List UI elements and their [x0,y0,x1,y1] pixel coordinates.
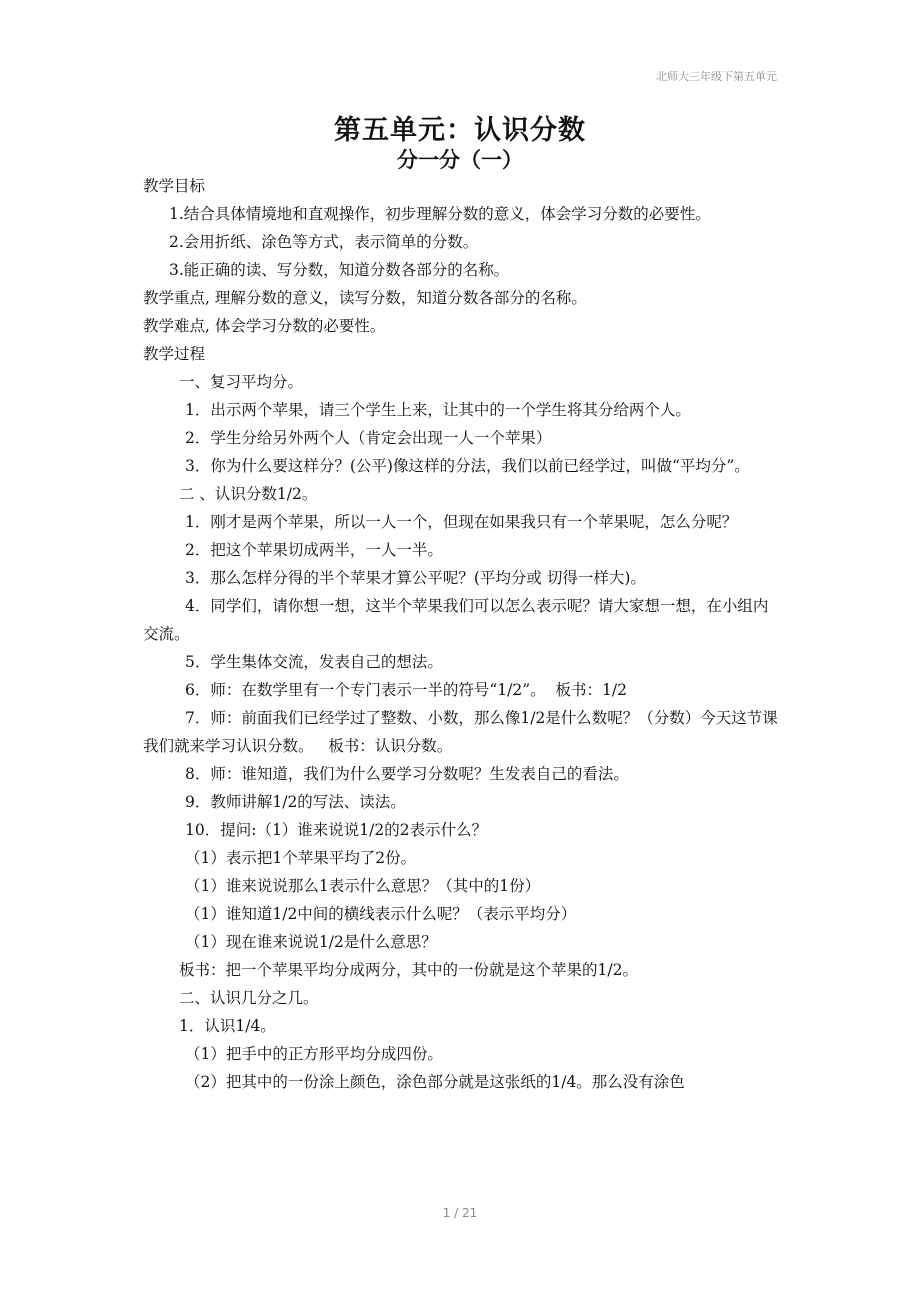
paragraph-line: 1．刚才是两个苹果，所以一人一个，但现在如果我只有一个苹果呢，怎么分呢？ [185,513,738,531]
paragraph-line: （1）谁知道1/2中间的横线表示什么呢？（表示平均分） [185,905,577,923]
paragraph-line: 2．学生分给另外两个人（肯定会出现一人一个苹果） [185,429,552,447]
paragraph-line: （1）谁来说说那么1表示什么意思？（其中的1份） [185,877,541,895]
page-title: 第五单元：认识分数 [334,115,586,146]
paragraph-line: 板书：把一个苹果平均分成两分，其中的一份就是这个苹果的1/2。 [179,961,638,979]
paragraph-line: （1）现在谁来说说1/2是什么意思？ [185,933,437,951]
paragraph-line: 一、复习平均分。 [179,373,304,391]
paragraph-line: 教学目标 [143,177,206,195]
paragraph-line: 1．出示两个苹果，请三个学生上来，让其中的一个学生将其分给两个人。 [185,401,691,419]
paragraph-line: 1.结合具体情境地和直观操作，初步理解分数的意义，体会学习分数的必要性。 [169,205,711,223]
paragraph-line: 二、认识几分之几。 [179,989,319,1007]
paragraph-line: 教学难点, 体会学习分数的必要性。 [143,317,386,335]
running-header: 北师大三年级下第五单元 [656,70,777,83]
paragraph-line: 3.能正确的读、写分数，知道分数各部分的名称。 [169,261,510,279]
paragraph-line: 9．教师讲解1/2的写法、读法。 [185,793,406,811]
paragraph-line: 1．认识1/4。 [179,1017,276,1035]
paragraph-line: 7．师：前面我们已经学过了整数、小数，那么像1/2是什么数呢？（分数）今天这节课我们就来学习认识分数。 板书：认识分数。 [143,709,778,755]
paragraph-line: 3．你为什么要这样分？(公平)像这样的分法，我们以前已经学过，叫做“平均分”。 [185,457,750,475]
paragraph-line: 10．提问:（1）谁来说说1/2的2表示什么？ [185,821,488,839]
document-body [143,172,783,1096]
paragraph-line: 4．同学们，请你想一想，这半个苹果我们可以怎么表示呢？请大家想一想，在小组内交流。 [143,597,769,643]
paragraph-line: 教学重点, 理解分数的意义，读写分数，知道分数各部分的名称。 [143,289,587,307]
paragraph-line: 教学过程 [143,345,206,363]
paragraph-line: （1）表示把1个苹果平均了2份。 [185,849,417,867]
paragraph-line: 2.会用折纸、涂色等方式，表示简单的分数。 [169,233,479,251]
paragraph-line: 二 、认识分数1/2。 [179,485,318,503]
paragraph-line: 3．那么怎样分得的半个苹果才算公平呢？(平均分或 切得一样大)。 [185,569,646,587]
paragraph-line: 5．学生集体交流，发表自己的想法。 [185,653,443,671]
page-number: 1 / 21 [442,1206,478,1220]
paragraph-line: 2．把这个苹果切成两半，一人一半。 [185,541,443,559]
paragraph-line: （2）把其中的一份涂上颜色，涂色部分就是这张纸的1/4。那么没有涂色 [185,1073,685,1091]
paragraph-line: （1）把手中的正方形平均分成四份。 [185,1045,443,1063]
paragraph-line: 6．师：在数学里有一个专门表示一半的符号“1/2”。 板书：1/2 [185,681,627,699]
page-subtitle: 分一分（一） [397,148,523,172]
paragraph-line: 8．师：谁知道，我们为什么要学习分数呢？生发表自己的看法。 [185,765,629,783]
